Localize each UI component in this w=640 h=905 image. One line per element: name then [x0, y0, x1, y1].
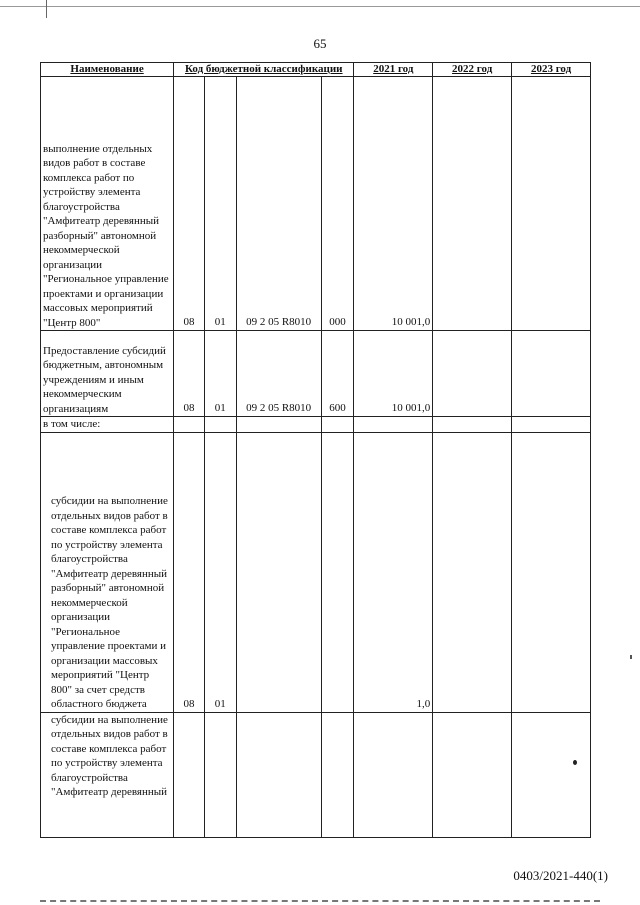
code-expense-type: 000 [329, 316, 346, 328]
header-2021: 2021 год [354, 63, 433, 77]
code-section [176, 836, 202, 837]
code-section: 08 [183, 402, 195, 414]
row-name: Предоставление субсидий бюджетным, автономным учреждениям и иным некоммерческим организациям [41, 331, 174, 417]
value-2022 [435, 836, 509, 837]
code-expense-type [324, 836, 352, 837]
code-subsection: 01 [214, 316, 226, 328]
header-2022: 2022 год [433, 63, 512, 77]
value-2021: 10 001,0 [391, 402, 431, 414]
page-number: 65 [313, 36, 327, 51]
header-2023: 2023 год [512, 63, 591, 77]
value-2021: 10 001,0 [391, 316, 431, 328]
top-edge-line [0, 0, 640, 7]
table-row [41, 417, 591, 433]
scan-tick-mark [630, 655, 632, 659]
code-section: 08 [183, 697, 195, 710]
bottom-edge-marks [40, 900, 600, 903]
value-2021: 1,0 [416, 697, 431, 710]
row-name: выполнение отдельных видов работ в составе комплекса работ по устройству элемента благоустройства "Амфитеатр деревянный разборный" автономной некоммерческой организации "Региональное управление проектами и организации массовых мероприятий "Центр 800" [41, 77, 174, 331]
code-expense-type: 600 [329, 402, 346, 414]
budget-table [40, 62, 591, 838]
edge-mark [46, 0, 47, 18]
code-target: 09 2 05 R8010 [246, 316, 312, 328]
code-subsection: 01 [214, 697, 226, 710]
code-section: 08 [183, 316, 195, 328]
value-2023 [514, 836, 588, 837]
row-name: субсидии на выполнение отдельных видов работ в составе комплекса работ по устройству элемента благоустройства "Амфитеатр деревянный разборный" автономной некоммерческой организации "Региональное управление проектами и организации массовых мероприятий "Центр 800" за счет средств областного бюджета [41, 432, 174, 712]
code-subsection [207, 836, 234, 837]
table-row [41, 432, 591, 712]
code-target [239, 836, 319, 837]
document-code: 0403/2021-440(1) [513, 868, 608, 883]
header-code: Код бюджетной классификации [174, 63, 354, 77]
code-subsection: 01 [214, 402, 226, 414]
value-2021 [356, 836, 430, 837]
table-row [41, 77, 591, 331]
table-row [41, 712, 591, 837]
table-header-row [41, 63, 591, 77]
row-name: в том числе: [41, 417, 174, 433]
header-name: Наименование [41, 63, 174, 77]
row-name: субсидии на выполнение отдельных видов работ в составе комплекса работ по устройству элемента благоустройства "Амфитеатр деревянный [41, 712, 174, 837]
scan-dot-mark [573, 760, 577, 765]
code-target: 09 2 05 R8010 [246, 402, 312, 414]
table-row [41, 331, 591, 417]
